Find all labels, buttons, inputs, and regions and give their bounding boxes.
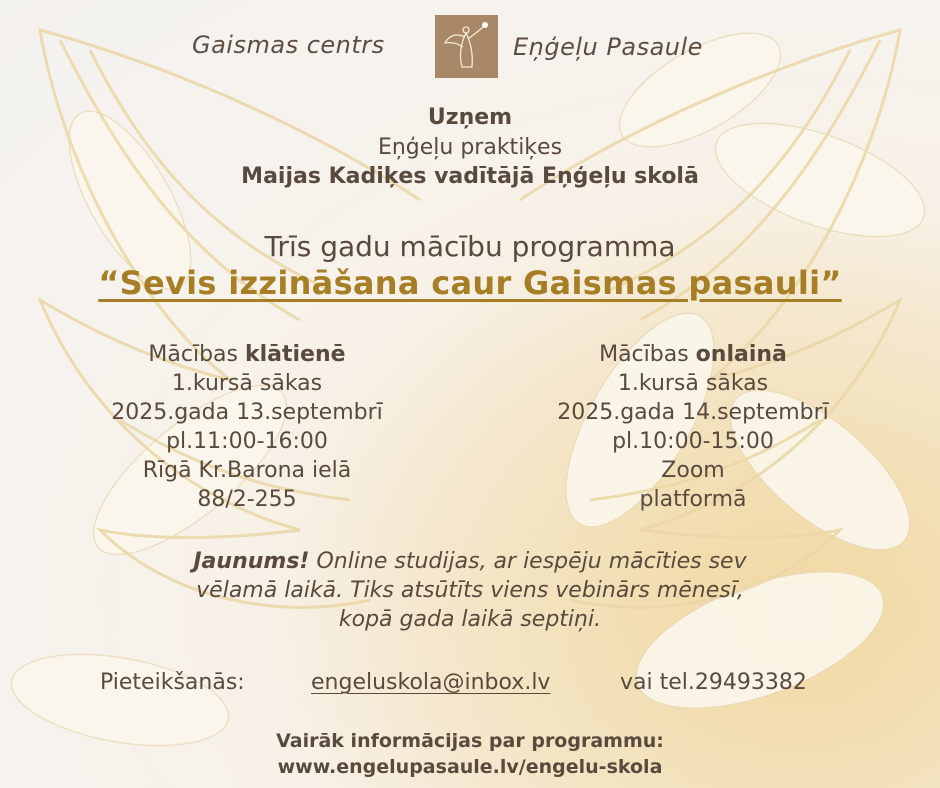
in-person-date: 2025.gada 13.septembrī <box>111 400 383 425</box>
header-world-name: Eņģeļu Pasaule <box>513 33 703 61</box>
in-person-heading: Mācības klātienē <box>148 342 346 367</box>
more-info-label: Vairāk informācijas par programmu: <box>276 730 664 752</box>
in-person-time: pl.11:00-16:00 <box>166 429 328 454</box>
angel-logo-icon <box>435 15 498 78</box>
online-column <box>523 340 863 514</box>
signup-phone: vai tel.29493382 <box>620 670 807 695</box>
online-heading: Mācības onlainā <box>599 342 787 367</box>
program-subtitle: Trīs gadu mācību programma <box>264 230 676 263</box>
in-person-column <box>77 340 417 514</box>
header-center-name: Gaismas centrs <box>192 31 385 59</box>
intro-line-school: Maijas Kadiķes vadītājā Eņģeļu skolā <box>241 164 699 189</box>
online-line: 1.kursā sākas <box>617 371 769 396</box>
news-paragraph: Jaunums! Online studijas, ar iespēju mācīties sev vēlamā laikā. Tiks atsūtīts viens vebinārs mēnesī, kopā gada laikā septiņi. <box>193 549 747 632</box>
signup-label: Pieteikšanās: <box>100 670 245 695</box>
in-person-address-number: 88/2-255 <box>197 487 297 512</box>
news-label: Jaunums! <box>193 549 310 574</box>
intro-line-accepts: Uzņem <box>427 105 513 130</box>
in-person-address: Rīgā Kr.Barona ielā <box>142 458 352 483</box>
program-title: “Sevis izzināšana caur Gaismas pasauli” <box>98 264 842 302</box>
online-platform-word: platformā <box>639 487 747 512</box>
online-time: pl.10:00-15:00 <box>612 429 774 454</box>
online-date: 2025.gada 14.septembrī <box>557 400 829 425</box>
in-person-line: 1.kursā sākas <box>171 371 323 396</box>
intro-line-practitioner: Eņģeļu praktiķes <box>377 135 563 160</box>
signup-email-link[interactable]: engeluskola@inbox.lv <box>311 670 551 695</box>
more-info-url[interactable]: www.engelupasaule.lv/engelu-skola <box>277 756 663 778</box>
online-platform: Zoom <box>661 458 725 483</box>
